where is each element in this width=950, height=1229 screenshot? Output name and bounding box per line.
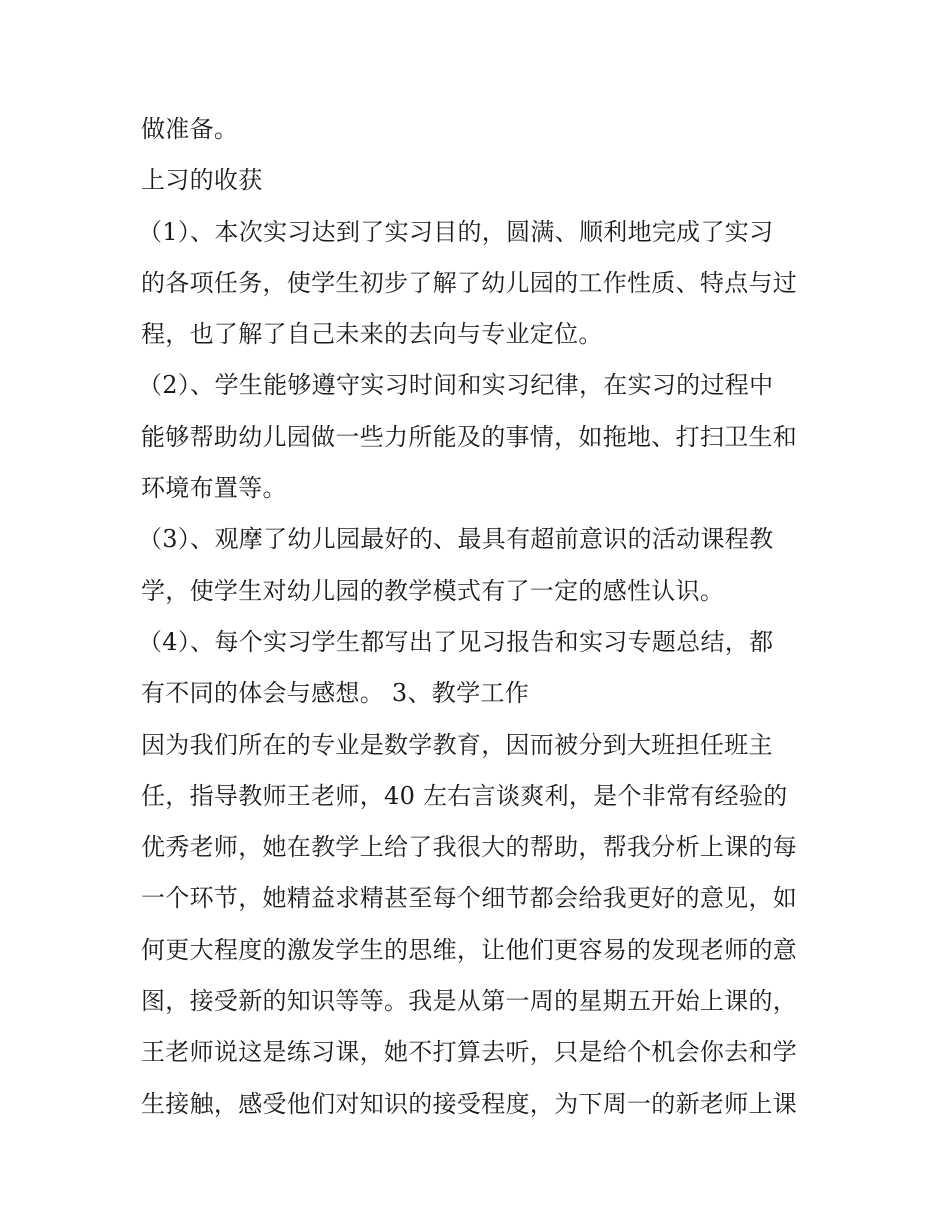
text-line: 优秀老师，她在教学上给了我很大的帮助，帮我分析上课的每 (141, 833, 798, 862)
text-line: 做准备。 (141, 115, 239, 143)
text-line: 生接触，感受他们对知识的接受程度，为下周一的新老师上课 (141, 1089, 798, 1118)
text-line: （1）、本次实习达到了实习目的，圆满、顺利地完成了实习 (138, 217, 774, 246)
section-heading: 上习的收获 (141, 166, 263, 195)
text-line: 程，也了解了自己未来的去向与专业定位。 (141, 320, 603, 349)
text-line: （3）、观摩了幼儿园最好的、最具有超前意识的活动课程教 (138, 525, 774, 554)
text-line: 任，指导教师王老师，40 左右言谈爽利，是个非常有经验的 (141, 781, 788, 810)
text-line: 学，使学生对幼儿园的教学模式有了一定的感性认识。 (141, 576, 725, 605)
text-line: 一个环节，她精益求精甚至每个细节都会给我更好的意见，如 (141, 884, 798, 913)
text-line: 有不同的体会与感想。 3、教学工作 (141, 679, 529, 708)
text-line: 何更大程度的激发学生的思维，让他们更容易的发现老师的意 (141, 935, 798, 964)
text-line: （4）、每个实习学生都写出了见习报告和实习专题总结，都 (138, 627, 774, 656)
document-body (138, 107, 821, 1133)
text-line: （2）、学生能够遵守实习时间和实习纪律，在实习的过程中 (138, 371, 774, 400)
text-line: 图，接受新的知识等等。我是从第一周的星期五开始上课的， (141, 987, 798, 1016)
text-line: 王老师说这是练习课，她不打算去听，只是给个机会你去和学 (141, 1038, 798, 1067)
text-line: 环境布置等。 (141, 474, 287, 503)
text-line: 因为我们所在的专业是数学教育，因而被分到大班担任班主 (141, 730, 773, 759)
text-line: 能够帮助幼儿园做一些力所能及的事情，如拖地、打扫卫生和 (141, 422, 798, 451)
text-line: 的各项任务，使学生初步了解了幼儿园的工作性质、特点与过 (141, 268, 798, 297)
